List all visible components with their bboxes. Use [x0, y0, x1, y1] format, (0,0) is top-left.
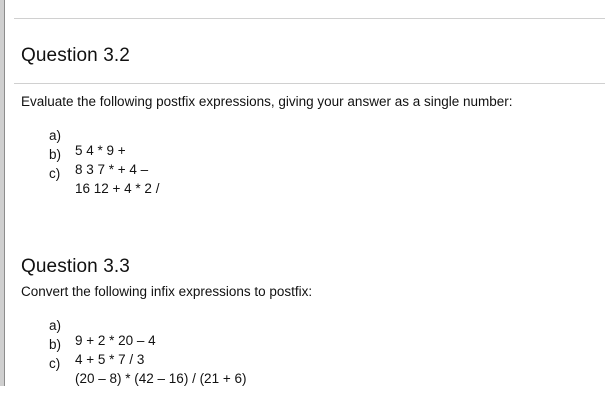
postfix-expression: 16 12 + 4 * 2 /: [75, 181, 160, 196]
left-border: [0, 0, 6, 386]
item-marker: c): [49, 356, 61, 371]
item-marker: a): [49, 128, 62, 143]
item-marker: b): [49, 147, 62, 162]
question-3-3-title: Question 3.3: [21, 256, 130, 277]
question-3-3-prompt: Convert the following infix expressions to postfix:: [21, 284, 313, 299]
item-marker: b): [49, 337, 62, 352]
section-separator: [14, 83, 605, 84]
item-marker: a): [49, 318, 62, 333]
question-3-2-prompt: Evaluate the following postfix expressions, giving your answer as a single number:: [21, 94, 513, 109]
question-3-2-title: Question 3.2: [21, 45, 130, 66]
item-marker: c): [49, 166, 61, 181]
infix-expression: 9 + 2 * 20 – 4: [75, 333, 156, 348]
postfix-expression: 5 4 * 9 +: [75, 143, 126, 158]
infix-expression: 4 + 5 * 7 / 3: [75, 352, 145, 367]
postfix-expression: 8 3 7 * + 4 –: [75, 162, 149, 177]
top-separator: [14, 18, 605, 19]
infix-expression: (20 – 8) * (42 – 16) / (21 + 6): [75, 371, 247, 386]
